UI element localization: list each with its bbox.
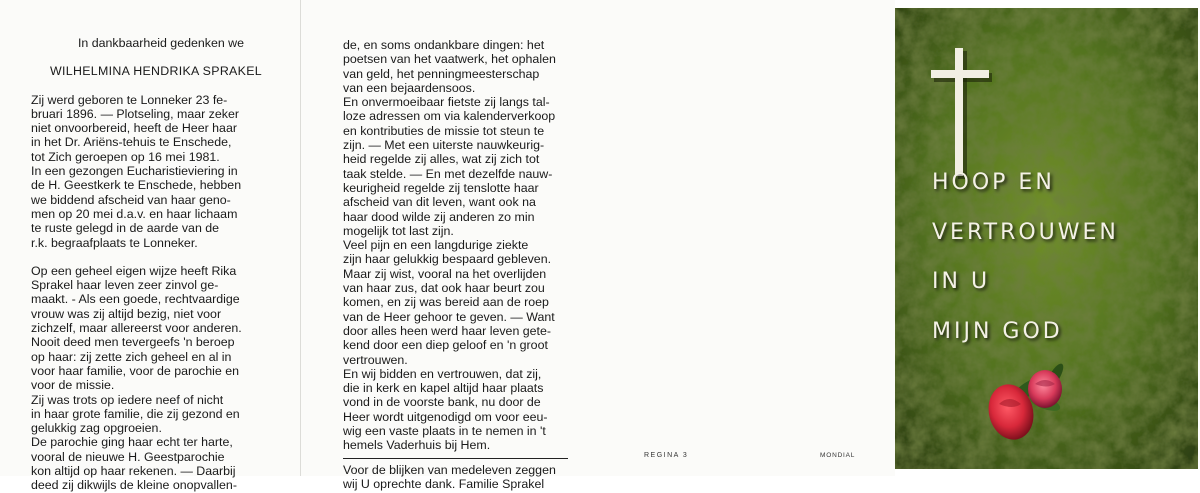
text-line: maakt. - Als een goede, rechtvaardige [31, 292, 240, 307]
photo-text-line-1: HOOP EN [932, 170, 1055, 195]
text-line: in haar grote familie, die zij gezond en [31, 406, 240, 421]
text-line: haar dood wilde zij anderen zo min [343, 209, 535, 224]
text-line: vooral de nieuwe H. Geestparochie [31, 449, 225, 464]
fold-line [300, 0, 301, 476]
text-line: afscheid van dit leven, want ook na [343, 195, 536, 210]
text-line: Op een geheel eigen wijze heeft Rika [31, 263, 237, 278]
text-line: bruari 1896. — Plotseling, maar zeker [31, 106, 239, 121]
text-line: wij U oprechte dank. Familie Sprakel [343, 476, 545, 491]
text-line: van haar zus, dat ook haar beurt zou [343, 281, 545, 296]
left-text-column [31, 36, 281, 493]
text-line: Zij werd geboren te Lonneker 23 fe- [31, 92, 228, 107]
memorial-photo-card [895, 8, 1198, 469]
memorial-heading: In dankbaarheid gedenken we [77, 36, 245, 50]
pink-rose-icon [1028, 370, 1062, 408]
text-line: komen, en zij was bereid aan de roep [343, 295, 549, 310]
text-line: op haar: zij zette zich geheel en al in [31, 349, 232, 364]
text-line: mogelijk tot last zijn. [343, 223, 454, 238]
text-line: hemels Vaderhuis bij Hem. [343, 438, 491, 453]
text-line: van de Heer gehoor te geven. — Want [343, 309, 555, 324]
text-line: niet onvoorbereid, heeft de Heer haar [31, 121, 237, 136]
text-line: Maar zij wist, vooral na het overlijden [343, 266, 547, 281]
text-line: De parochie ging haar echt ter harte, [31, 435, 233, 450]
text-line: vertrouwen. [343, 352, 408, 367]
text-line: wig een vaste plaats in te nemen in 't [343, 424, 546, 439]
text-line: Sprakel haar leven zeer zinvol ge- [31, 278, 219, 293]
deceased-name: WILHELMINA HENDRIKA SPRAKEL [50, 64, 262, 79]
text-line: vond in de voorste bank, nu door de [343, 395, 541, 410]
text-line: vrouw was zij altijd bezig, niet voor [31, 306, 222, 321]
text-line: keurigheid regelde zij tenslotte haar [343, 180, 539, 195]
text-line: gelukkig zag opgroeien. [31, 421, 162, 436]
text-line: Veel pijn en een langdurige ziekte [343, 238, 529, 253]
text-line: voor de missie. [31, 378, 115, 393]
text-line: poetsen van het vaatwerk, het ophalen [343, 52, 556, 67]
thanks-paragraph [343, 463, 573, 492]
text-line: heid regelde zij alles, wat zij zich tot [343, 152, 540, 167]
text-line: r.k. begraafplaats te Lonneker. [31, 235, 198, 250]
text-line: Voor de blijken van medeleven zeggen [343, 462, 556, 477]
text-line: kend door een diep geloof en 'n groot [343, 338, 548, 353]
text-line: En wij bidden en vertrouwen, dat zij, [343, 366, 542, 381]
text-line: die in kerk en kapel altijd haar plaats [343, 381, 544, 396]
text-line: Heer wordt uitgenodigd om voor eeu- [343, 409, 548, 424]
text-line: van een bejaardensoos. [343, 80, 476, 95]
text-line: Zij was trots op iedere neef of nicht [31, 392, 224, 407]
printer-mark-mondial: MONDIAL [820, 452, 856, 459]
right-text-column [343, 38, 573, 491]
text-line: In een gezongen Eucharistieviering in [31, 164, 238, 179]
text-line: En onvermoeibaar fietste zij langs tal- [343, 95, 550, 110]
photo-text-line-2: VERTROUWEN [932, 220, 1119, 245]
text-line: in het Dr. Ariëns-tehuis te Enschede, [31, 135, 232, 150]
divider-line [343, 458, 568, 459]
text-line: we biddend afscheid van haar geno- [31, 192, 231, 207]
character-paragraph [31, 264, 281, 493]
text-line: Nooit deed men tevergeefs 'n beroep [31, 335, 235, 350]
life-paragraph [343, 38, 573, 453]
text-line: te ruste gelegd in de aarde van de [31, 221, 220, 236]
printer-mark-regina: REGINA 3 [644, 452, 689, 459]
biography-paragraph [31, 93, 281, 250]
photo-text-line-4: MIJN GOD [932, 319, 1063, 344]
photo-text-line-3: IN U [932, 269, 991, 294]
text-line: zichzelf, maar allereerst voor anderen. [31, 321, 242, 336]
text-line: tot Zich geroepen op 16 mei 1981. [31, 149, 220, 164]
text-line: voor haar familie, voor de parochie en [31, 363, 240, 378]
text-line: taak stelde. — En met dezelfde nauw- [343, 166, 553, 181]
text-line: loze adressen om via kalenderverkoop [343, 109, 556, 124]
text-line: en kontributies de missie tot steun te [343, 123, 545, 138]
text-line: de, en soms ondankbare dingen: het [343, 38, 545, 52]
text-line: de H. Geestkerk te Enschede, hebben [31, 178, 242, 193]
text-line: van geld, het penningmeesterschap [343, 66, 540, 81]
text-line: men op 20 mei d.a.v. en haar lichaam [31, 206, 238, 221]
text-line: zijn. — Met een uiterste nauwkeurig- [343, 138, 545, 153]
text-line: door alles heen werd haar leven getе- [343, 323, 552, 338]
text-line: zijn haar gelukkig bespaard gebleven. [343, 252, 552, 267]
text-line: deed zij dikwijls de kleine onopvallen- [31, 478, 237, 493]
text-line: kon altijd op haar rekenen. — Daarbij [31, 464, 236, 479]
